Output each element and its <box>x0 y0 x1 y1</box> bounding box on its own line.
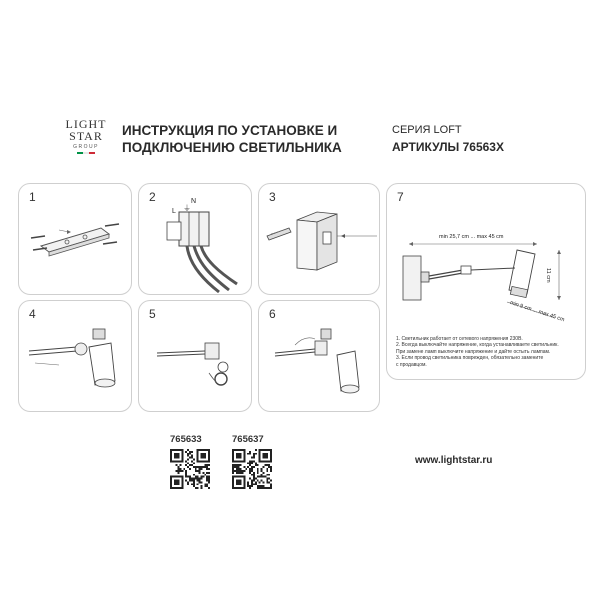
step-3-panel <box>258 183 380 295</box>
article-765637: 765637 <box>232 434 264 445</box>
lamp-assembly-illustration <box>259 301 379 411</box>
step-number: 4 <box>29 307 36 321</box>
wall-mounting-illustration <box>259 184 379 294</box>
note-line: с продавцом. <box>396 361 427 368</box>
article-numbers: АРТИКУЛЫ 76563X <box>392 140 504 154</box>
step-number: 1 <box>29 190 36 204</box>
dimension-arm: min 9 cm ... max 45 cm <box>509 300 566 324</box>
dimension-height: 11 cm <box>545 268 551 283</box>
logo-line-star: STAR <box>69 129 103 143</box>
step-number: 2 <box>149 190 156 204</box>
series-info <box>392 122 504 156</box>
qr-code-765633 <box>170 449 210 489</box>
step-6-panel <box>258 300 380 412</box>
step-5-panel <box>138 300 252 412</box>
step-number: 6 <box>269 307 276 321</box>
lamp-holder-illustration <box>139 301 251 411</box>
page-title <box>122 122 342 156</box>
note-line: 3. Если провод светильника поврежден, обязательно замените <box>396 355 544 362</box>
title-line-1: ИНСТРУКЦИЯ ПО УСТАНОВКЕ И <box>122 123 338 138</box>
step-number: 7 <box>397 190 404 204</box>
lightstar-logo <box>62 118 110 154</box>
article-765633: 765633 <box>170 434 202 445</box>
step-2-panel <box>138 183 252 295</box>
step-1-panel <box>18 183 132 295</box>
step-number: 5 <box>149 307 156 321</box>
label-l: L <box>172 208 176 215</box>
series-name: СЕРИЯ LOFT <box>392 124 462 136</box>
note-line: 2. Всегда выключайте напряжение, когда устанавливаете светильник. <box>396 342 559 349</box>
website-link[interactable]: www.lightstar.ru <box>415 455 493 466</box>
logo-line-group: GROUP <box>73 144 99 150</box>
step-4-panel <box>18 300 132 412</box>
italian-flag-icon <box>62 152 110 154</box>
step-number: 3 <box>269 190 276 204</box>
mounting-bracket-illustration <box>19 184 131 294</box>
lamp-head-illustration <box>19 301 131 411</box>
title-line-2: ПОДКЛЮЧЕНИЮ СВЕТИЛЬНИКА <box>122 140 342 155</box>
note-line: При замене ламп выключите напряжение и дайте остыть лампам. <box>396 348 551 355</box>
qr-code-765637 <box>232 449 272 489</box>
logo-line-light: LIGHT <box>65 117 107 131</box>
dimension-length: min 25,7 cm ... max 45 cm <box>439 234 504 240</box>
earth-icon: ⏚ <box>183 204 191 213</box>
label-n: N <box>191 198 197 205</box>
note-line: 1. Светильник работает от сетевого напряжения 230В. <box>396 336 523 342</box>
safety-notes <box>396 336 586 368</box>
